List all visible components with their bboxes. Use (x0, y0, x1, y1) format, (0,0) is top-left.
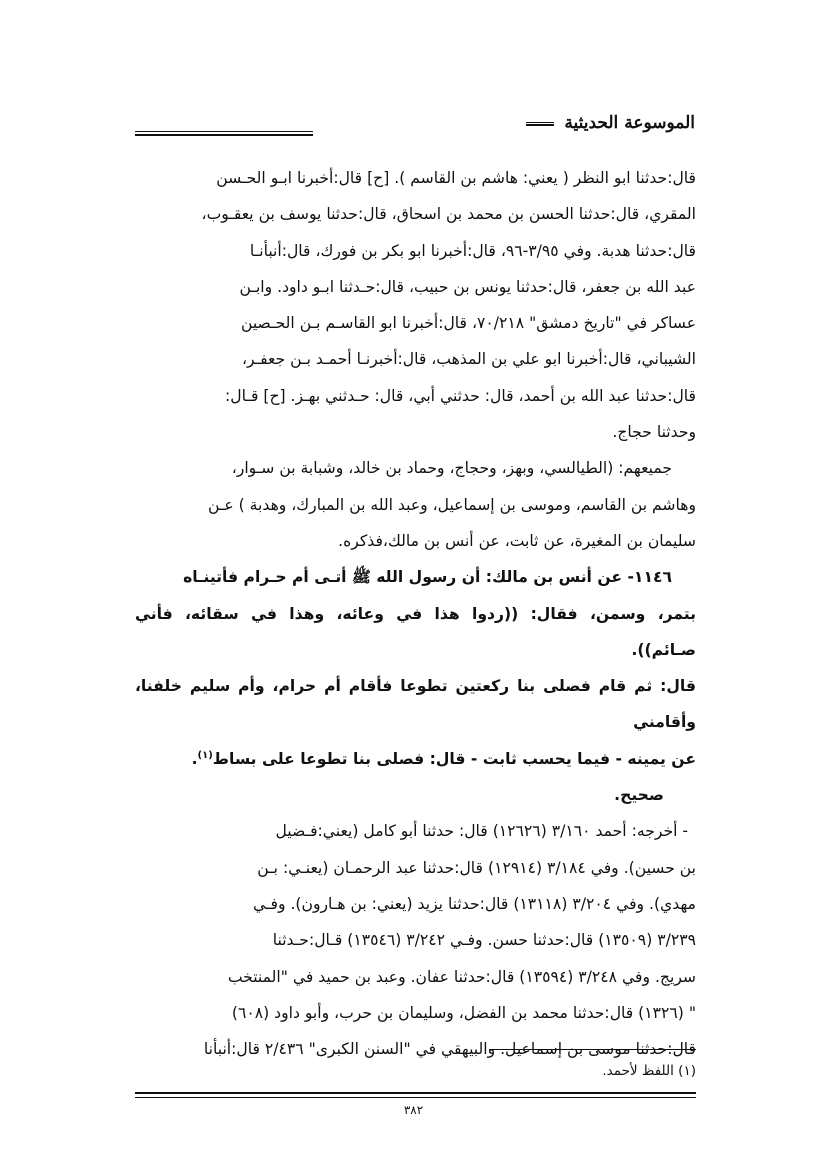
summary-line: وهاشم بن القاسم، وموسى بن إسماعيل، وعبد الله بن المبارك، وهدبة ) عـن (207, 495, 696, 514)
running-title-text: الموسوعة الحديثية (564, 113, 695, 133)
footnote-marker[interactable]: (١) (197, 749, 213, 761)
hadith-end: . (191, 749, 198, 768)
hadith-line-last (135, 741, 696, 777)
hadith-line-text: عن يمينه - فيما يحسب ثابت - قال: فصلى بنا تطوعا على بساط (212, 749, 696, 768)
page-number: ٣٨٢ (403, 1103, 424, 1117)
text-line: عبد الله بن جعفر، قال:حدثنا يونس بن حبيب، قال:حـدثنا ابـو داود. وابـن (239, 277, 696, 296)
takhrij-line: مهدي). وفي ٣/٢٠٤ (١٣١١٨) قال:حدثنا يزيد (يعني: بن هـارون). وفـي (252, 894, 696, 913)
text-line: المقري، قال:حدثنا الحسن بن محمد بن اسحاق، قال:حدثنا يوسف بن يعقـوب، (201, 205, 696, 224)
header-short-rule (526, 122, 554, 126)
running-title (526, 113, 695, 133)
text-line: عساكر في "تاريخ دمشق" ٧٠/٢١٨، قال:أخبرنا ابو القاسـم بـن الحـصين (240, 314, 696, 333)
footer-rule (135, 1092, 696, 1094)
footnote: (١) اللفظ لأحمد. (602, 1063, 696, 1079)
summary-line: جميعهم: (الطيالسي، وبهز، وحجاج، وحماد بن خالد، وشبابة بن سـوار، (231, 459, 672, 478)
text-line: قال:حدثنا ابو النظر ( يعني: هاشم بن القاسم ). [ح] قال:أخبرنا ابـو الحـسن (216, 169, 696, 187)
summary-line: سليمان بن المغيرة، عن ثابت، عن أنس بن مالك،فذكره. (338, 531, 696, 550)
text-line: الشيباني، قال:أخبرنا ابو علي بن المذهب، قال:أخبرنـا أحمـد بـن جعفـر، (241, 350, 696, 369)
takhrij-line: " (١٣٢٦) قال:حدثنا محمد بن الفضل، وسليمان بن حرب، وأبو داود (٦٠٨) (231, 1003, 696, 1022)
header-rule-thick (135, 134, 313, 136)
takhrij-line: بن حسين). وفي ٣/١٨٤ (١٢٩١٤) قال:حدثنا عبد الرحمـان (يعنـي: بـن (257, 858, 696, 877)
hadith-line: بتمر، وسمن، فقال: ((ردوا هذا في وعائه، وهذا في سقائه، فأني صـائم)). (135, 604, 696, 659)
text-line: وحدثنا حجاج. (612, 423, 696, 442)
footnote-separator (489, 1049, 696, 1050)
takhrij-line: قال:حدثنا موسى بن إسماعيل. والبيهقي في "السنن الكبرى" ٢/٤٣٦ قال:أنبأنا (203, 1040, 696, 1059)
takhrij-line: سريج. وفي ٣/٢٤٨ (١٣٥٩٤) قال:حدثنا عفان. وعبد بن حميد في "المنتخب (227, 967, 696, 986)
main-text (135, 160, 696, 1067)
takhrij-line: ٣/٢٣٩ (١٣٥٠٩) قال:حدثنا حسن. وفـي ٣/٢٤٢ (١٣٥٤٦) قـال:حـدثنا (272, 931, 696, 950)
takhrij-line: - أخرجه: أحمد ٣/١٦٠ (١٢٦٢٦) قال: حدثنا أبو كامل (يعني:فـضيل (275, 822, 688, 841)
hadith-grade: صحيح. (614, 786, 664, 805)
header-rule (135, 131, 313, 132)
running-header (135, 113, 695, 143)
footer-rule-thin (135, 1097, 696, 1098)
hadith-line: ١١٤٦- عن أنس بن مالك: أن رسول الله ﷺ أتـى أم حـرام فأتينـاه (183, 568, 672, 587)
text-line: قال:حدثنا عبد الله بن أحمد، قال: حدثني أبي، قال: حـدثني بهـز. [ح] قـال: (225, 386, 696, 405)
text-line: قال:حدثنا هدبة. وفي ٣/٩٥-٩٦، قال:أخبرنا ابو بكر بن فورك، قال:أنبأنـا (249, 241, 696, 260)
hadith-line: قال: ثم قام فصلى بنا ركعتين تطوعا فأقام أم حرام، وأم سليم خلفنا، وأقامني (135, 677, 696, 732)
